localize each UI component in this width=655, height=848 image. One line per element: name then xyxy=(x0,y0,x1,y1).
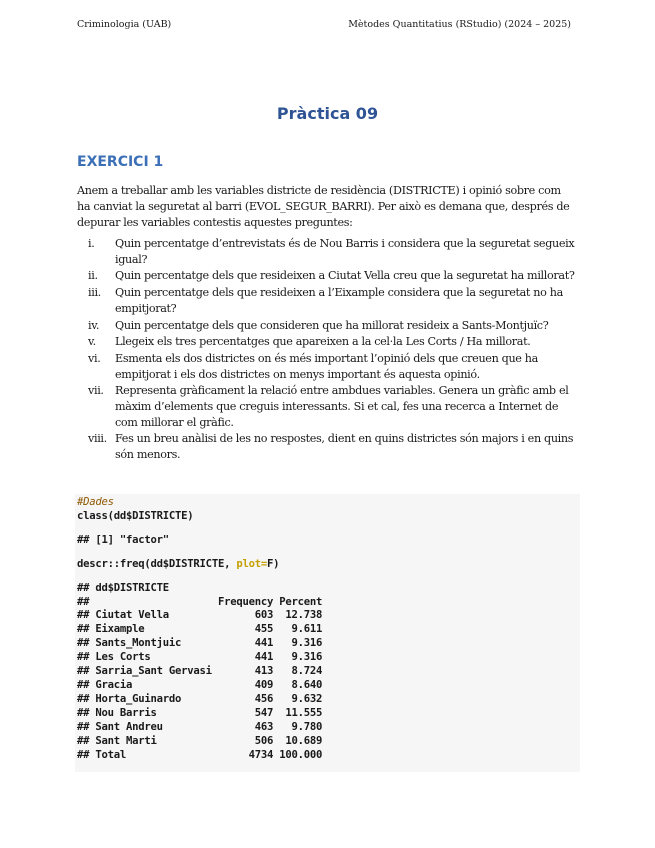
item-text: Quin percentatge dels que resideixen a Ciutat Vella creu que la seguretat ha millorat? xyxy=(115,269,575,283)
code-text: descr::freq(dd$DISTRICTE, xyxy=(77,557,237,570)
item-number: v. xyxy=(88,335,96,349)
code-comment: #Dades xyxy=(77,496,114,508)
item-number: iii. xyxy=(88,286,101,300)
section-title: EXERCICI 1 xyxy=(77,154,164,170)
item-number: viii. xyxy=(88,432,107,446)
code-line xyxy=(77,558,322,572)
list-item xyxy=(77,334,577,350)
page-header xyxy=(77,19,571,30)
table-row: ## Sant Marti 506 10.689 xyxy=(77,734,323,747)
item-text: Quin percentatge dels que consideren que ha millorat resideix a Sants-Montjuïc? xyxy=(115,318,549,332)
item-text: Representa gràficament la relació entre ambdues variables. Genera un gràfic amb el màxim d’elements que creguis interessants. Si et cal, fes una recerca a Internet de com millorar el gràfic. xyxy=(115,384,569,429)
list-item xyxy=(77,383,577,430)
list-item xyxy=(77,236,577,267)
code-output: ## dd$DISTRICTE xyxy=(77,581,169,594)
table-row: ## Sant Andreu 463 9.780 xyxy=(77,720,323,733)
item-text: Quin percentatge dels que resideixen a l’Eixample considera que la seguretat no ha empitjorat? xyxy=(115,286,563,315)
table-row: ## Horta_Guinardo 456 9.632 xyxy=(77,692,323,705)
table-row: ## Eixample 455 9.611 xyxy=(77,623,323,636)
page-title: Pràctica 09 xyxy=(276,104,379,123)
item-text: Quin percentatge d’entrevistats és de Nou Barris i considera que la seguretat segueix igual? xyxy=(115,237,575,266)
code-text: F) xyxy=(266,557,280,570)
table-row: ## Nou Barris 547 11.555 xyxy=(77,706,323,719)
item-number: i. xyxy=(88,237,95,250)
item-number: vi. xyxy=(88,352,101,366)
list-item xyxy=(77,285,577,316)
table-row: ## Gracia 409 8.640 xyxy=(77,678,323,691)
list-item xyxy=(77,318,577,334)
code-content xyxy=(77,496,322,762)
table-row: ## Les Corts 441 9.316 xyxy=(77,651,323,664)
code-output: ## [1] "factor" xyxy=(77,533,169,546)
item-number: vii. xyxy=(88,384,104,398)
item-text: Llegeix els tres percentatges que apareixen a la cel·la Les Corts / Ha millorat. xyxy=(115,335,531,349)
list-item xyxy=(77,431,577,462)
table-row: ## Sants_Montjuic 441 9.316 xyxy=(77,637,323,650)
header-course: Criminologia (UAB) xyxy=(77,19,172,30)
item-number: ii. xyxy=(88,269,98,283)
questions-list xyxy=(77,236,577,464)
item-number: iv. xyxy=(88,318,100,332)
code-line: class(dd$DISTRICTE) xyxy=(77,509,194,522)
table-row: ## Ciutat Vella 603 12.738 xyxy=(77,609,323,622)
table-row: ## Sarria_Sant Gervasi 413 8.724 xyxy=(77,665,323,678)
item-text: Fes un breu anàlisi de les no respostes, dient en quins districtes són majors i en quins són menors. xyxy=(115,432,574,462)
intro-paragraph: Anem a treballar amb les variables districte de residència (DISTRICTE) i opinió sobre com ha canviat la seguretat al barri (EVOL_SEGUR_BARRI). Per això es demana que, després de depurar les variables contestis aquestes preguntes: xyxy=(77,184,570,229)
code-keyword: plot= xyxy=(236,557,267,570)
header-subject: Mètodes Quantitatius (RStudio) (2024 – 2025) xyxy=(348,19,571,30)
item-text: Esmenta els dos districtes on és més important l’opinió dels que creuen que ha empitjorat i els dos districtes on menys important és aquesta opinió. xyxy=(115,352,538,381)
list-item xyxy=(77,268,577,284)
code-output: ## Frequency Percent xyxy=(77,595,323,608)
list-item xyxy=(77,351,577,382)
table-row: ## Total 4734 100.000 xyxy=(77,748,323,761)
